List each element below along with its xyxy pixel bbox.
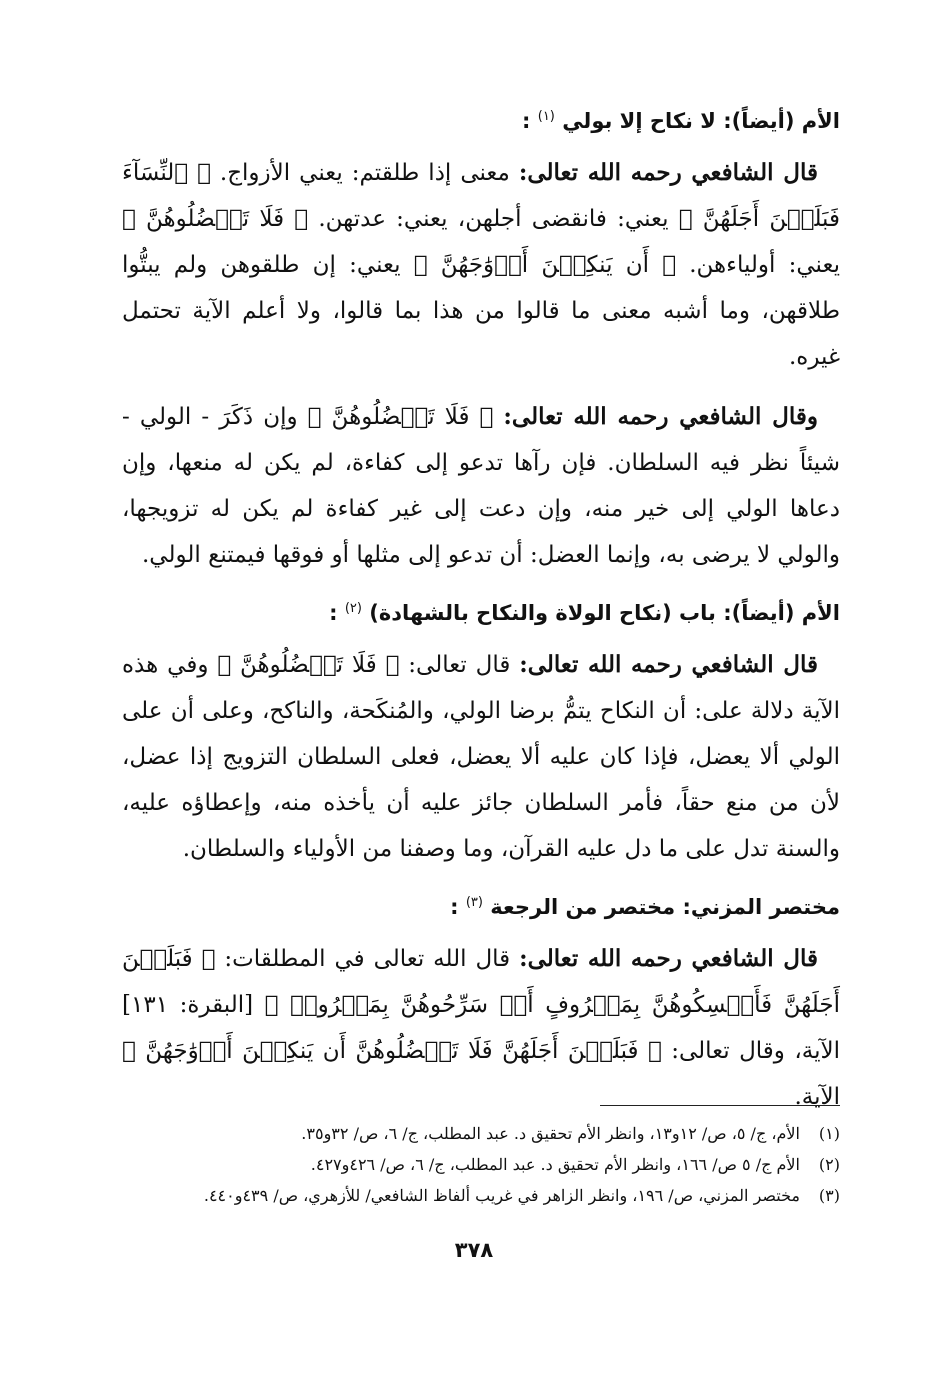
speaker-label: قال الشافعي رحمه الله تعالى: [519, 945, 818, 972]
paragraph [122, 642, 840, 872]
footnote-item [122, 1149, 840, 1180]
paragraph-text: معنى إذا طلقتم: يعني الأزواج. ﴿ ٱلنِّسَآءَ فَبَلَغۡنَ أَجَلَهُنَّ ﴾ يعني: فانقضى أجلهن، يعني: عدتهن. ﴿ فَلَا تَعۡضُلُوهُنَّ ﴾ يعني: أولياءهن. ﴿ أَن يَنكِحۡنَ أَزۡوَٰجَهُنَّ ﴾ يعني: إن طلقوهن ولم يبتُّوا طلاقهن، وما أشبه معنى ما قالوا من هذا بما قالوا، ولا أعلم الآية تحتمل غيره. [122, 160, 840, 370]
footnote-ref: (٢) [344, 601, 362, 616]
footnote-divider [600, 1105, 840, 1106]
speaker-label: وقال الشافعي رحمه الله تعالى: [503, 403, 818, 430]
paragraph-text: قال تعالى: ﴿ فَلَا تَعۡضُلُوهُنَّ ﴾ وفي هذه الآية دلالة على: أن النكاح يتمُّ برضا الولي، والمُنكَحة، والناكح، وعلى أن على الولي ألا يعضل، فإذا كان عليه ألا يعضل، فعلى السلطان التزويج إذا عضل، لأن من منع حقاً، فأمر السلطان جائز عليه أن يأخذه منه، وإعطاؤه عليه، والسنة تدل على ما دل عليه القرآن، وما وصفنا من الأولياء والسلطان. [122, 652, 840, 862]
paragraph-text: ﴿ فَلَا تَعۡضُلُوهُنَّ ﴾ وإن ذَكَرَ - الولي - شيئاً نظر فيه السلطان. فإن رآها تدعو إلى كفاءة، لم يكن له منعها، وإن دعاها الولي إلى خير منه، وإن دعت إلى غير كفاءة لم يكن له تزويجها، والولي لا يرضى به، وإنما العضل: أن تدعو إلى مثلها أو فوقها فيمتنع الولي. [122, 404, 840, 568]
footnote-ref: (١) [537, 109, 555, 124]
section-heading-1 [122, 100, 840, 138]
footnote-number: (١) [818, 1124, 840, 1143]
speaker-label: قال الشافعي رحمه الله تعالى: [518, 159, 818, 186]
section-heading-text: مختصر المزني: مختصر من الرجعة [490, 895, 840, 919]
footnote-text: الأم، ج/ ٥، ص/ ١٢و١٣، وانظر الأم تحقيق د. عبد المطلب، ج/ ٦، ص/ ٣٢و٣٥. [301, 1124, 800, 1143]
footnote-number: (٣) [818, 1186, 840, 1205]
speaker-label: قال الشافعي رحمه الله تعالى: [519, 651, 818, 678]
footnote-ref: (٣) [465, 895, 483, 910]
section-heading-text: الأم (أيضاً): باب (نكاح الولاة والنكاح بالشهادة) [369, 601, 840, 625]
paragraph-text: قال الله تعالى في المطلقات: ﴿ فَبَلَغۡنَ أَجَلَهُنَّ فَأَمۡسِكُوهُنَّ بِمَعۡرُوفٍ أَوۡ سَرِّحُوهُنَّ بِمَعۡرُوفٖ ﴾ [البقرة: ١٣١] الآية، وقال تعالى: ﴿ فَبَلَغۡنَ أَجَلَهُنَّ فَلَا تَعۡضُلُوهُنَّ أَن يَنكِحۡنَ أَزۡوَٰجَهُنَّ ﴾ الآية. [122, 946, 840, 1110]
footnote-number: (٢) [818, 1155, 840, 1174]
page-number: ٣٧٨ [454, 1238, 494, 1262]
section-heading-3 [122, 886, 840, 924]
paragraph [122, 394, 840, 578]
footnote-item [122, 1118, 840, 1149]
heading-colon: : [329, 601, 338, 625]
main-content [122, 100, 840, 1134]
footnote-item [122, 1180, 840, 1211]
paragraph [122, 936, 840, 1120]
paragraph [122, 150, 840, 380]
section-heading-2 [122, 592, 840, 630]
section-heading-text: الأم (أيضاً): لا نكاح إلا بولي [562, 109, 840, 133]
footnote-text: الأم ج/ ٥ ص/ ١٦٦، وانظر الأم تحقيق د. عبد المطلب، ج/ ٦، ص/ ٤٢٦و٤٢٧. [310, 1155, 800, 1174]
footnotes [122, 1118, 840, 1211]
heading-colon: : [522, 109, 531, 133]
footnote-text: مختصر المزني، ص/ ١٩٦، وانظر الزاهر في غريب ألفاظ الشافعي/ للأزهري، ص/ ٤٣٩و٤٤٠. [203, 1186, 800, 1205]
heading-colon: : [450, 895, 459, 919]
